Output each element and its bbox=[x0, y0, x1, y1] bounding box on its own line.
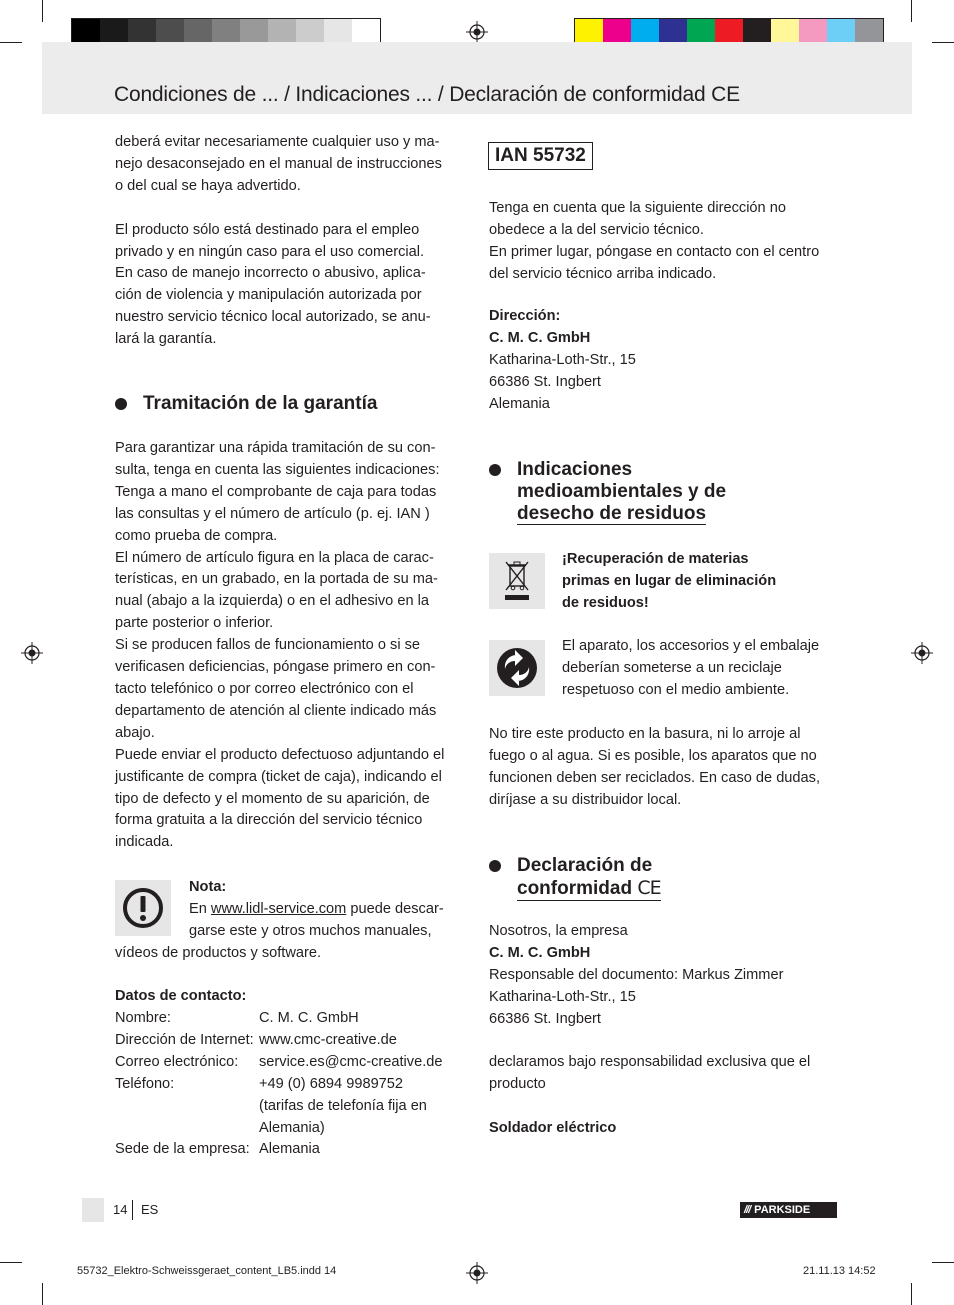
contact-key bbox=[115, 1118, 259, 1140]
registration-mark-icon bbox=[911, 642, 933, 664]
contact-key bbox=[115, 1096, 259, 1118]
text-line: abajo. bbox=[115, 724, 155, 741]
address-company: C. M. C. GmbH bbox=[489, 329, 591, 346]
text-line: privado y en ningún caso para el uso comercial. bbox=[115, 243, 425, 260]
address-line: Katharina-Loth-Str., 15 bbox=[489, 351, 636, 368]
crossed-bin-icon bbox=[489, 553, 545, 609]
note-line-1 bbox=[189, 899, 469, 921]
crop-mark bbox=[42, 0, 43, 22]
heading-declaration-line-2 bbox=[517, 877, 661, 901]
brand-name: PARKSIDE bbox=[754, 1204, 811, 1216]
contact-key: Dirección de Internet: bbox=[115, 1031, 254, 1048]
decl-company: C. M. C. GmbH bbox=[489, 944, 591, 961]
text-line: nejo desaconsejado en el manual de instrucciones bbox=[115, 155, 442, 172]
address-line: Alemania bbox=[489, 395, 550, 412]
text-line: No tire este producto en la basura, ni lo arroje al bbox=[489, 726, 801, 742]
contact-row bbox=[115, 1052, 443, 1074]
contact-value: service.es@cmc-creative.de bbox=[259, 1053, 443, 1070]
crop-mark bbox=[911, 1283, 912, 1305]
note-line-3: vídeos de productos y software. bbox=[115, 945, 322, 961]
crop-mark bbox=[932, 1262, 954, 1263]
decl-statement-line: declaramos bajo responsabilidad exclusiva que el bbox=[489, 1054, 811, 1071]
recycle-title-line: ¡Recuperación de materias bbox=[562, 551, 749, 567]
product-name: Soldador eléctrico bbox=[489, 1120, 617, 1137]
contact-value: Alemania bbox=[259, 1141, 320, 1158]
text-line: ción de violencia y manipulación autorizada por bbox=[115, 287, 422, 304]
lidl-service-link[interactable]: www.lidl-service.com bbox=[210, 900, 347, 917]
crop-mark bbox=[911, 0, 912, 22]
contact-key: Sede de la empresa: bbox=[115, 1141, 250, 1158]
registration-mark-icon bbox=[466, 1262, 488, 1284]
contact-row bbox=[115, 1118, 443, 1140]
recycle-text-line: deberían someterse a un reciclaje bbox=[562, 659, 782, 676]
crop-mark bbox=[42, 1283, 43, 1305]
bullet-icon bbox=[489, 464, 501, 476]
text-line: Puede enviar el producto defectuoso adjuntando el bbox=[115, 746, 445, 763]
recycle-text-line: respetuoso con el medio ambiente. bbox=[562, 681, 790, 698]
text-line: lará la garantía. bbox=[115, 331, 217, 348]
ce-mark-icon: CE bbox=[637, 877, 661, 899]
contact-value: C. M. C. GmbH bbox=[259, 1010, 359, 1026]
heading-environment-line: Indicaciones bbox=[517, 459, 633, 480]
note-pre: En bbox=[189, 900, 211, 917]
text-line: sulta, tenga en cuenta las siguientes indicaciones: bbox=[115, 461, 440, 478]
declaration-block bbox=[489, 921, 849, 1140]
contact-key: Correo electrónico: bbox=[115, 1053, 239, 1070]
warranty-text bbox=[115, 438, 470, 854]
contact-key: Teléfono: bbox=[115, 1075, 175, 1092]
page-number: 14 bbox=[113, 1202, 128, 1217]
address-label: Dirección: bbox=[489, 308, 561, 324]
text-line: del servicio técnico arriba indicado. bbox=[489, 265, 717, 282]
brand-logo bbox=[740, 1202, 837, 1218]
language-code: ES bbox=[141, 1202, 159, 1217]
heading-declaration-line: Declaración de bbox=[517, 855, 653, 876]
contact-value: www.cmc-creative.de bbox=[259, 1031, 397, 1048]
heading-declaration bbox=[517, 855, 661, 901]
contact-value: Alemania) bbox=[259, 1119, 325, 1136]
heading-declaration-text: conformidad bbox=[517, 878, 633, 899]
footer-divider bbox=[132, 1200, 133, 1220]
decl-line: Katharina-Loth-Str., 15 bbox=[489, 988, 636, 1005]
file-slug: 55732_Elektro-Schweissgeraet_content_LB5.indd 14 bbox=[77, 1265, 337, 1277]
address-block bbox=[489, 306, 849, 416]
heading-warranty: Tramitación de la garantía bbox=[143, 393, 378, 414]
address-notice-text bbox=[489, 198, 849, 286]
text-line: o del cual se haya advertido. bbox=[115, 177, 301, 194]
contact-value: (tarifas de telefonía fija en bbox=[259, 1097, 427, 1114]
decl-line: 66386 St. Ingbert bbox=[489, 1010, 601, 1027]
bullet-icon bbox=[115, 398, 127, 410]
address-lines bbox=[489, 350, 849, 416]
text-line: como prueba de compra. bbox=[115, 527, 278, 544]
contact-key: Nombre: bbox=[115, 1010, 171, 1026]
text-line: forma gratuita a la dirección del servicio técnico bbox=[115, 812, 423, 829]
text-line: tacto telefónico o por correo electrónico con el bbox=[115, 680, 414, 697]
text-line: nual (abajo a la izquierda) o en el adhesivo en la bbox=[115, 593, 429, 610]
note-block bbox=[189, 877, 469, 943]
recycle-title bbox=[562, 549, 852, 615]
decl-intro: Nosotros, la empresa bbox=[489, 923, 628, 939]
page-title: Condiciones de ... / Indicaciones ... / Declaración de conformidad CE bbox=[114, 83, 740, 106]
text-line: En primer lugar, póngase en contacto con el centro bbox=[489, 243, 820, 260]
address-line: 66386 St. Ingbert bbox=[489, 373, 601, 390]
text-line: Si se producen fallos de funcionamiento o si se bbox=[115, 637, 421, 654]
text-line: El número de artículo figura en la placa de carac- bbox=[115, 549, 434, 566]
text-line: departamento de atención al cliente indicado más bbox=[115, 702, 437, 719]
text-line: las consultas y el número de artículo (p. ej. IAN ) bbox=[115, 505, 430, 522]
contact-row bbox=[115, 1096, 443, 1118]
contact-row bbox=[115, 1008, 443, 1030]
contact-row bbox=[115, 1139, 443, 1161]
crop-mark bbox=[0, 42, 22, 43]
text-line: deberá evitar necesariamente cualquier uso y ma- bbox=[115, 134, 440, 150]
text-line: obedece a la del servicio técnico. bbox=[489, 221, 704, 238]
decl-lines bbox=[489, 965, 849, 1031]
text-line: diríjase a su distribuidor local. bbox=[489, 791, 682, 808]
heading-environment bbox=[517, 459, 726, 525]
crop-mark bbox=[932, 42, 954, 43]
contact-title: Datos de contacto: bbox=[115, 988, 247, 1004]
contact-row bbox=[115, 1030, 443, 1052]
text-line: fuego o al agua. Si es posible, los aparatos que no bbox=[489, 747, 817, 764]
recycle-text bbox=[562, 636, 852, 702]
recycle-title-line: de residuos! bbox=[562, 594, 649, 611]
contact-table bbox=[115, 1008, 443, 1161]
green-dot-recycle-icon bbox=[489, 640, 545, 696]
page-tab-marker bbox=[82, 1198, 104, 1222]
heading-environment-line: desecho de residuos bbox=[517, 503, 707, 524]
note-post: puede descar- bbox=[346, 900, 444, 917]
left-intro-text bbox=[115, 132, 470, 351]
decl-line: Responsable del documento: Markus Zimmer bbox=[489, 966, 784, 983]
dispose-text bbox=[489, 724, 849, 812]
registration-mark-icon bbox=[21, 642, 43, 664]
note-line-2: garse este y otros muchos manuales, bbox=[189, 922, 432, 939]
text-line: El producto sólo está destinado para el empleo bbox=[115, 221, 420, 238]
text-line: nuestro servicio técnico local autorizado, se anu- bbox=[115, 309, 431, 326]
text-line: Tenga a mano el comprobante de caja para todas bbox=[115, 483, 437, 500]
text-line: Para garantizar una rápida tramitación de su con- bbox=[115, 440, 436, 456]
ian-number: IAN 55732 bbox=[488, 142, 593, 170]
exclamation-icon bbox=[115, 880, 171, 936]
date-slug: 21.11.13 14:52 bbox=[803, 1265, 876, 1277]
brand-slashes-icon: /// bbox=[744, 1204, 751, 1216]
contact-value: +49 (0) 6894 9989752 bbox=[259, 1075, 404, 1092]
decl-statement-line: producto bbox=[489, 1076, 546, 1093]
recycle-text-line: El aparato, los accesorios y el embalaje bbox=[562, 638, 820, 654]
text-line: terísticas, en un grabado, en la portada de su ma- bbox=[115, 571, 438, 588]
text-line: justificante de compra (ticket de caja), indicando el bbox=[115, 768, 442, 785]
decl-statement bbox=[489, 1052, 849, 1096]
text-line: parte posterior o inferior. bbox=[115, 615, 274, 632]
text-line: Tenga en cuenta que la siguiente dirección no bbox=[489, 200, 786, 216]
bullet-icon bbox=[489, 860, 501, 872]
recycle-title-line: primas en lugar de eliminación bbox=[562, 572, 777, 589]
heading-environment-line: medioambientales y de bbox=[517, 481, 727, 502]
text-line: verificasen deficiencias, póngase primero en con- bbox=[115, 659, 436, 676]
note-line-3-wrap bbox=[115, 943, 470, 965]
text-line: En caso de manejo incorrecto o abusivo, aplica- bbox=[115, 265, 426, 282]
contact-row bbox=[115, 1074, 443, 1096]
text-line: indicada. bbox=[115, 834, 174, 851]
crop-mark bbox=[0, 1262, 22, 1263]
text-line: funcionen deben ser reciclados. En caso de dudas, bbox=[489, 769, 821, 786]
text-line: tipo de defecto y el momento de su aparición, de bbox=[115, 790, 430, 807]
note-title: Nota: bbox=[189, 879, 227, 895]
registration-mark-icon bbox=[466, 21, 488, 43]
